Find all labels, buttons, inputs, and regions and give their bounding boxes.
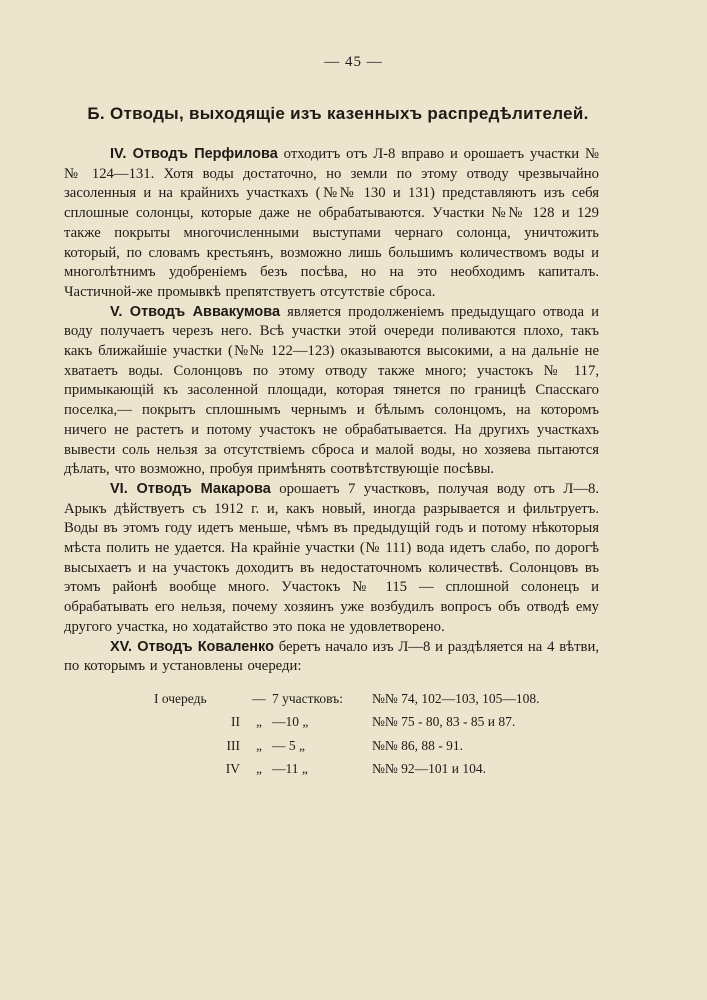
paragraph-title: VI. Отводъ Макарова	[110, 480, 271, 497]
paragraph-title: XV. Отводъ Коваленко	[110, 638, 274, 655]
queue-dash: —	[252, 690, 266, 706]
section-heading: Б. Отводы, выходящіе изъ казенныхъ распредѣлителей.	[87, 104, 589, 123]
queue-label: I очередь	[154, 690, 207, 706]
paragraph-perfilov	[64, 145, 599, 303]
queue-plots: №№ 86, 88 - 91.	[372, 737, 464, 753]
queue-label: III	[226, 737, 240, 753]
table-row	[154, 687, 540, 711]
queue-count: —11 „	[272, 761, 308, 777]
queue-plots: №№ 75 - 80, 83 - 85 и 87.	[372, 714, 516, 730]
paragraph-title: V. Отводъ Аввакумова	[110, 303, 281, 320]
page-number: — 45 —	[324, 54, 383, 70]
queue-count: 7 участковъ:	[272, 690, 343, 706]
paragraph-title: IV. Отводъ Перфилова	[110, 146, 278, 162]
queue-plots: №№ 92—101 и 104.	[372, 761, 486, 777]
table-row	[154, 757, 540, 781]
paragraph-text: беретъ начало изъ Л—8 и раздѣляется на 4 вѣтви, по которымъ и установлены очереди:	[64, 638, 600, 675]
paragraph-avvakumov	[64, 303, 599, 480]
queue-dash: „	[256, 737, 262, 753]
document-body	[64, 145, 599, 781]
paragraph-makarov	[64, 480, 599, 638]
queue-dash: „	[256, 714, 262, 730]
table-row	[154, 734, 540, 758]
queue-label: IV	[225, 761, 240, 777]
paragraph-text: является продолженіемъ предыдущаго отвода и воду получаетъ черезъ него. Всѣ участки этой очереди поливаются плохо, такъ какъ ближайшіе участки (№№ 122—123) оказываются высокими, а на дальніе не хватаетъ воды. Солонцовъ по этому отводу также много; участокъ № 117, примыкающій къ засоленной площади, которая тянется по границѣ Спасскаго поселка,— покрытъ сплошнымъ чернымъ и бѣлымъ солонцомъ, на которомъ ничего не растетъ и потому участокъ не обрабатывается. На другихъ участкахъ вывести соль нельзя за отсутствіемъ сброса и малой воды, но хозяева пытаются дѣлать, что возможно, пробуя примѣнять соотвѣтствующіе посѣвы.	[64, 303, 599, 478]
paragraph-kovalenko	[64, 638, 599, 677]
queue-label: II	[231, 714, 240, 730]
queue-plots: №№ 74, 102—103, 105—108.	[372, 690, 540, 706]
paragraph-text: отходитъ отъ Л-8 вправо и орошаетъ участки №№ 124—131. Хотя воды достаточно, но земли по этому отводу чрезвычайно засоленныя и на крайнихъ участкахъ (№№ 130 и 131) представляютъ изъ себя сплошные солонцы, которые даже не обрабатываются. Участки №№ 128 и 129 также покрыты многочисленными выступами чернаго солонца, уничтожить который, по словамъ крестьянъ, возможно лишь большимъ количествомъ воды и многолѣтнимъ удобреніемъ безъ посѣва, но на это необходимъ капиталъ. Частичной-же промывкѣ препятствуетъ отсутствіе сброса.	[64, 146, 600, 300]
queue-table	[154, 687, 540, 781]
queue-dash: „	[256, 761, 262, 777]
queue-count: —10 „	[272, 714, 309, 730]
queue-count: — 5 „	[272, 737, 305, 753]
table-row	[154, 710, 540, 734]
paragraph-text: орошаетъ 7 участковъ, получая воду отъ Л—8. Арыкъ дѣйствуетъ съ 1912 г. и, какъ новый, иногда разрывается и фильтруетъ. Воды въ этомъ году идетъ меньше, чѣмъ въ предыдущій годъ и потому нѣкоторыя мѣста полить не удается. На крайніе участки (№ 111) вода идетъ слабо, по дорогѣ высыхаетъ и на участокъ доходитъ въ недостаточномъ количествѣ. Солонцовъ въ этомъ районѣ вообще много. Участокъ № 115 — сплошной солонецъ и обрабатывать его нельзя, почему хозяинъ уже возбудилъ вопросъ объ отводѣ ему другого участка, но ходатайство это пока не удовлетворено.	[64, 480, 599, 635]
